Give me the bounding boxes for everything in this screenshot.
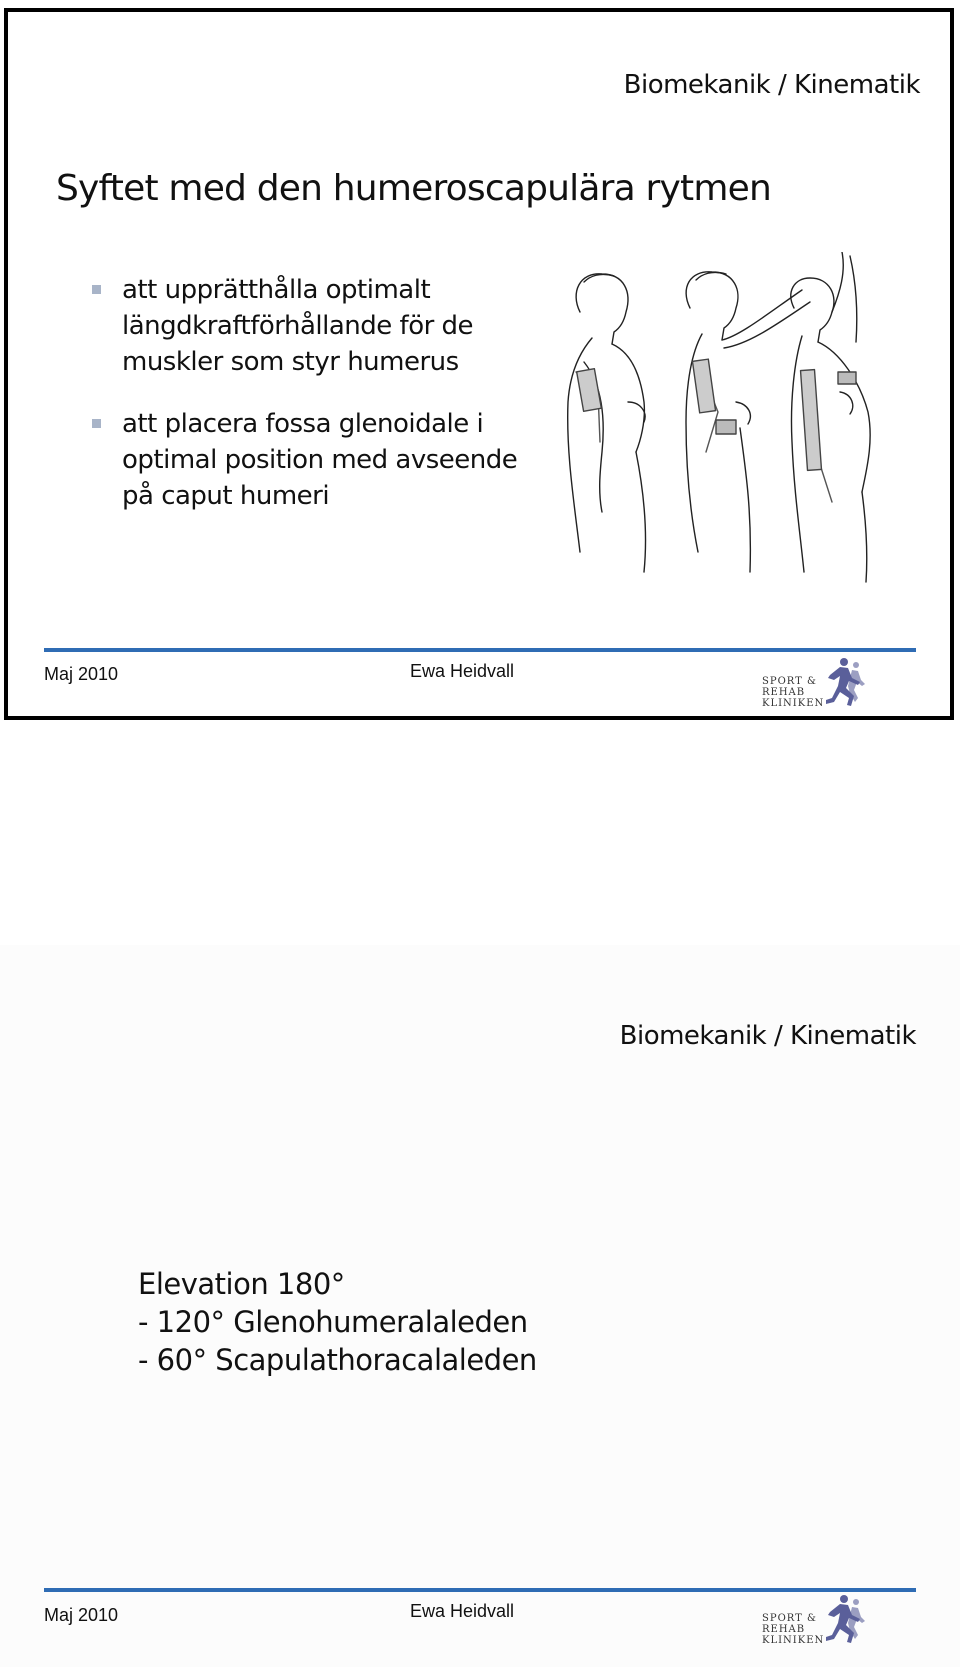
elevation-line: - 120° Glenohumeralaleden [138, 1305, 528, 1339]
sport-rehab-kliniken-logo [758, 1593, 868, 1651]
footer-author: Ewa Heidvall [410, 1601, 515, 1621]
bullet-item [88, 406, 528, 514]
sport-rehab-kliniken-logo [758, 656, 868, 714]
slide-title: Syftet med den humeroscapulära rytmen [56, 168, 771, 209]
logo-line-3: KLINIKEN [762, 698, 825, 709]
logo-line-3: KLINIKEN [762, 1635, 825, 1646]
slide-header: Biomekanik / Kinematik [623, 70, 920, 100]
footer-author: Ewa Heidvall [410, 661, 515, 681]
bullet-item [88, 272, 528, 380]
shoulder-elevation-illustration [540, 252, 920, 584]
footer-date: Maj 2010 [44, 664, 119, 684]
logo-line-1: SPORT & [762, 1613, 817, 1624]
bullet-square-icon [92, 419, 101, 428]
runner-icon [818, 1593, 866, 1647]
bullet-text: att upprätthålla optimalt längdkraftförhållande för de muskler som styr humerus [122, 275, 474, 377]
logo-line-2: REHAB [762, 687, 806, 698]
slide-2 [0, 945, 960, 1667]
runner-icon [818, 656, 866, 710]
bullet-text: att placera fossa glenoidale i optimal position med avseende på caput humeri [122, 409, 518, 511]
logo-line-2: REHAB [762, 1624, 806, 1635]
elevation-line: - 60° Scapulathoracalaleden [138, 1343, 537, 1377]
bullet-list [88, 272, 528, 540]
footer-divider [44, 1588, 916, 1592]
slide-1 [0, 0, 960, 725]
footer-date: Maj 2010 [44, 1605, 119, 1625]
bullet-square-icon [92, 285, 101, 294]
elevation-text-block [138, 1265, 537, 1379]
slide-header: Biomekanik / Kinematik [619, 1021, 916, 1051]
logo-line-1: SPORT & [762, 676, 817, 687]
elevation-line: Elevation 180° [138, 1267, 345, 1301]
footer-divider [44, 648, 916, 652]
